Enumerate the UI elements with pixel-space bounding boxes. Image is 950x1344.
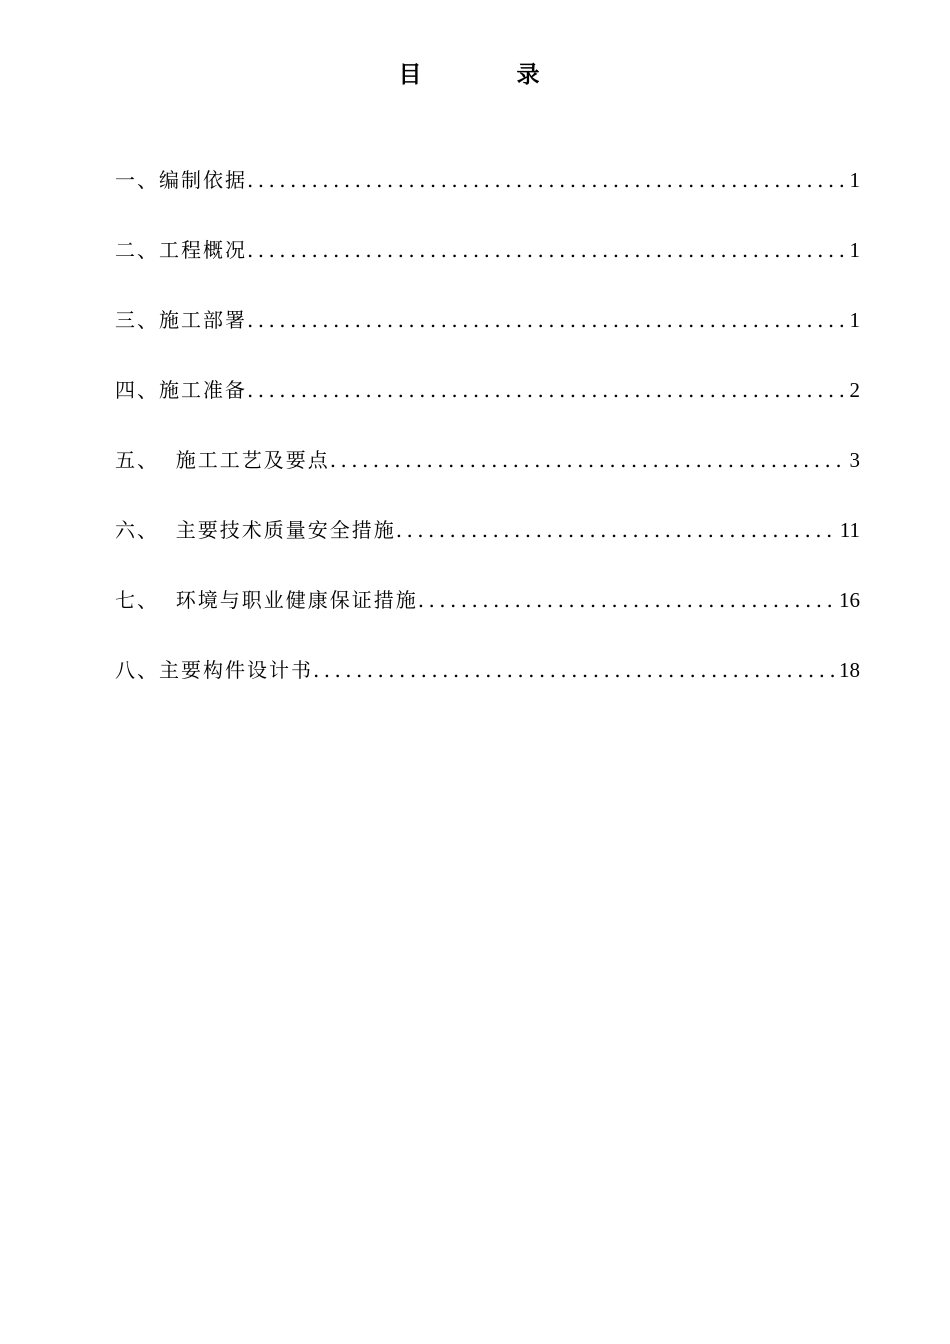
toc-entry-label: 六、 主要技术质量安全措施 <box>115 518 396 542</box>
toc-entry-label: 四、施工准备 <box>115 378 247 402</box>
toc-entry-label: 二、工程概况 <box>115 238 247 262</box>
toc-title: 目 录 <box>398 62 576 88</box>
toc-entry-page: 2 <box>849 378 860 402</box>
toc-entry-page: 1 <box>849 168 860 192</box>
toc-entry-label: 三、施工部署 <box>115 308 247 332</box>
toc-entry[interactable] <box>115 478 860 548</box>
toc-entry-page: 11 <box>839 518 860 542</box>
toc-entry-label: 一、编制依据 <box>115 168 247 192</box>
toc-entry-label: 五、 施工工艺及要点 <box>115 448 330 472</box>
toc-leader-dots <box>247 232 848 268</box>
toc-entry-page: 1 <box>849 308 860 332</box>
toc-entry[interactable] <box>115 268 860 338</box>
toc-entry[interactable] <box>115 408 860 478</box>
toc-leader-dots <box>418 582 837 618</box>
toc-entry[interactable] <box>115 338 860 408</box>
toc-leader-dots <box>330 442 848 478</box>
toc-leader-dots <box>313 652 837 688</box>
toc-entry-page: 3 <box>849 448 860 472</box>
toc-leader-dots <box>396 512 838 548</box>
toc-leader-dots <box>247 302 848 338</box>
toc-entry[interactable] <box>115 128 860 198</box>
toc-entry[interactable] <box>115 548 860 618</box>
toc-leader-dots <box>247 162 848 198</box>
table-of-contents <box>115 128 860 688</box>
toc-entry-page: 18 <box>839 658 860 682</box>
toc-entry[interactable] <box>115 618 860 688</box>
toc-entry-label: 七、 环境与职业健康保证措施 <box>115 588 418 612</box>
toc-entry-page: 1 <box>849 238 860 262</box>
toc-entry-label: 八、主要构件设计书 <box>115 658 313 682</box>
toc-entry[interactable] <box>115 198 860 268</box>
toc-entry-page: 16 <box>839 588 860 612</box>
toc-leader-dots <box>247 372 848 408</box>
